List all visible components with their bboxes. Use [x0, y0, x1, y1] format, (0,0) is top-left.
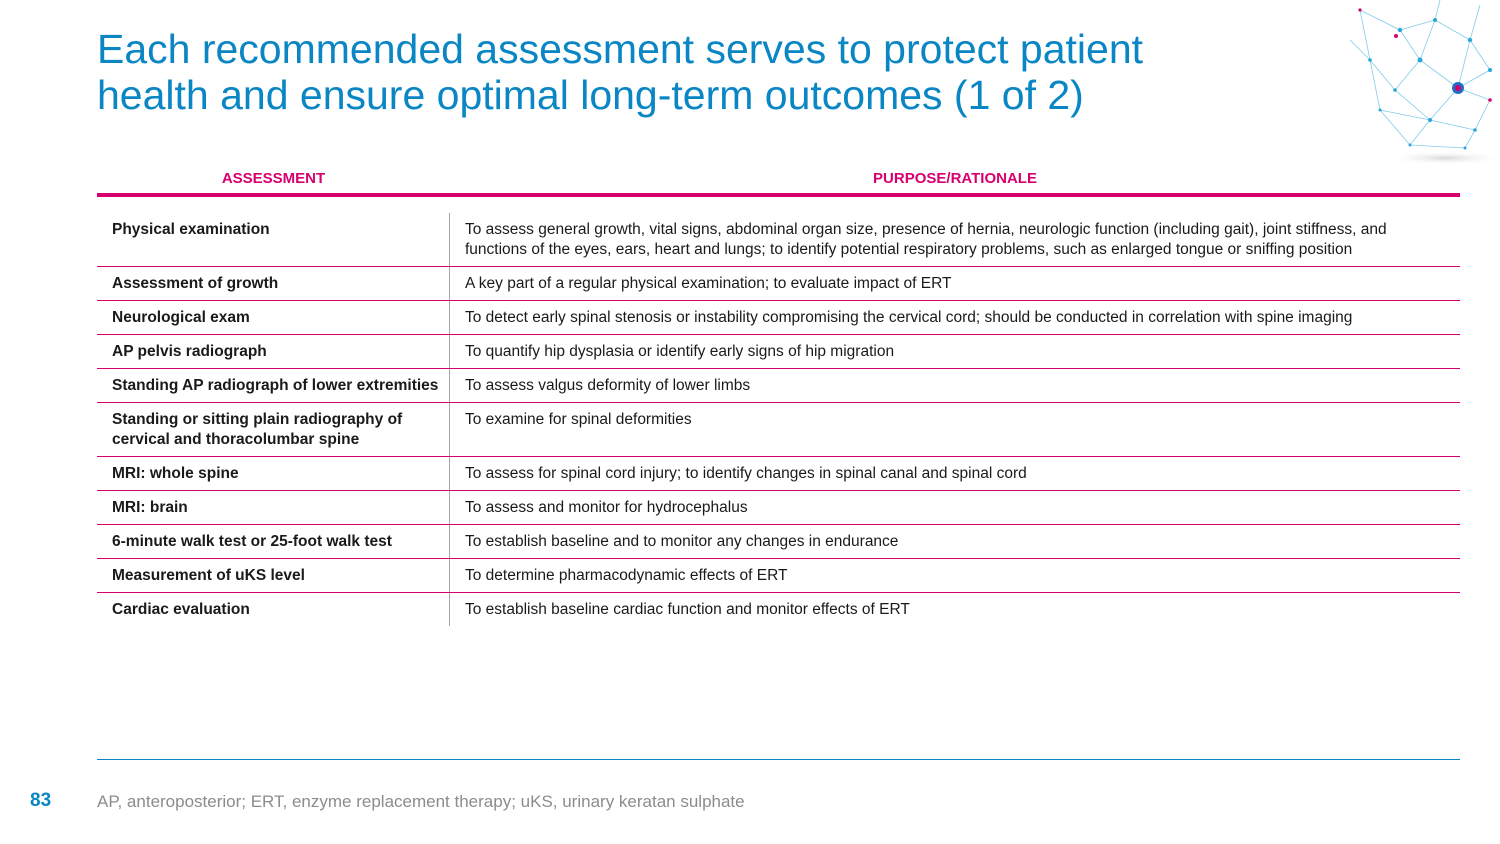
- assessment-cell: Standing or sitting plain radiography of cervical and thoracolumbar spine: [97, 403, 450, 456]
- assessment-cell: Physical examination: [97, 213, 450, 266]
- abbreviations-footnote: AP, anteroposterior; ERT, enzyme replacement therapy; uKS, urinary keratan sulphate: [97, 792, 745, 811]
- assessment-column-header: ASSESSMENT: [221, 170, 326, 187]
- assessment-table: [97, 168, 1460, 626]
- table-row: [97, 525, 1460, 559]
- table-body: [97, 213, 1460, 626]
- slide-title-line-2: health and ensure optimal long-term outcomes (1 of 2): [97, 72, 1084, 118]
- table-row: [97, 491, 1460, 525]
- assessment-cell: 6-minute walk test or 25-foot walk test: [97, 525, 450, 558]
- purpose-cell: To detect early spinal stenosis or instability compromising the cervical cord; should be conducted in correlation with spine imaging: [465, 309, 1353, 326]
- purpose-column-header: PURPOSE/RATIONALE: [873, 170, 1037, 187]
- assessment-cell: MRI: brain: [97, 491, 450, 524]
- table-row: [97, 369, 1460, 403]
- purpose-cell: To examine for spinal deformities: [465, 411, 692, 428]
- footer-divider: [97, 759, 1460, 760]
- assessment-cell: MRI: whole spine: [97, 457, 450, 490]
- assessment-cell: Measurement of uKS level: [97, 559, 450, 592]
- purpose-cell: To establish baseline cardiac function and monitor effects of ERT: [465, 601, 910, 618]
- purpose-cell: To establish baseline and to monitor any changes in endurance: [465, 533, 899, 550]
- table-row: [97, 457, 1460, 491]
- purpose-cell: To assess valgus deformity of lower limbs: [465, 377, 751, 394]
- slide-title: [97, 26, 1327, 118]
- table-row: [97, 593, 1460, 626]
- purpose-cell: To quantify hip dysplasia or identify early signs of hip migration: [465, 343, 895, 360]
- purpose-cell: To assess for spinal cord injury; to identify changes in spinal canal and spinal cord: [465, 465, 1027, 482]
- network-globe-icon: [1340, 0, 1500, 170]
- table-row: [97, 403, 1460, 457]
- table-row: [97, 335, 1460, 369]
- assessment-cell: AP pelvis radiograph: [97, 335, 450, 368]
- purpose-cell: A key part of a regular physical examination; to evaluate impact of ERT: [465, 275, 952, 292]
- slide-title-line-1: Each recommended assessment serves to protect patient: [97, 26, 1144, 72]
- assessment-cell: Assessment of growth: [97, 267, 450, 300]
- table-row: [97, 267, 1460, 301]
- purpose-cell: To determine pharmacodynamic effects of ERT: [465, 567, 788, 584]
- table-row: [97, 301, 1460, 335]
- page-number: 83: [30, 790, 52, 811]
- purpose-cell: To assess general growth, vital signs, abdominal organ size, presence of hernia, neurologic function (including gait), joint stiffness, and functions of the eyes, ears, heart and lungs; to identify potential respiratory problems, such as enlarged tongue or sniffing position: [465, 221, 1387, 258]
- table-row: [97, 559, 1460, 593]
- table-header: [97, 168, 1460, 197]
- assessment-cell: Neurological exam: [97, 301, 450, 334]
- assessment-cell: Standing AP radiograph of lower extremities: [97, 369, 450, 402]
- table-row: [97, 213, 1460, 267]
- assessment-cell: Cardiac evaluation: [97, 593, 450, 626]
- purpose-cell: To assess and monitor for hydrocephalus: [465, 499, 748, 516]
